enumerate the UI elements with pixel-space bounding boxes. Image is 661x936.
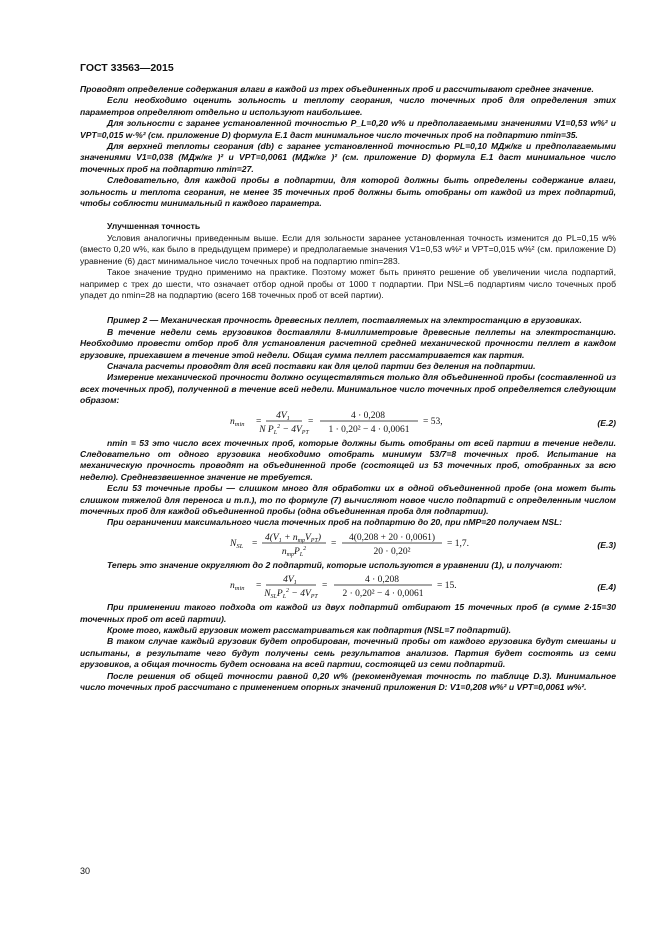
eq-result: = 1,7. bbox=[447, 538, 469, 549]
page-number: 30 bbox=[80, 866, 91, 876]
paragraph: Такое значение трудно применимо на практике. Поэтому может быть принято решение об увеличении числа подпартий, например с трех до шести, что означает отбор одной пробы от 1000 т подпартии. При NSL=6 подпартиям число точечных проб упадет до nmin=28 на подпартию (всего 168 точечных проб от всей партии). bbox=[80, 267, 616, 300]
paragraph: Пример 2 — Механическая прочность древесных пеллет, поставляемых на электростанцию в грузовиках. bbox=[107, 315, 582, 326]
svg-text:=: = bbox=[308, 416, 314, 427]
eq-denominator-symbolic: $N_{SL}P_L^2 - 4V_{PT}$ bbox=[264, 588, 318, 601]
paragraph: В течение недели семь грузовиков доставляли 8-миллиметровые древесные пеллеты на электростанцию. Необходимо провести отбор проб для установления расчетной средней механической прочности пеллет в каждом грузовике, приехавшем в течение этой недели. Общая сумма пеллет рассматривается как партия. bbox=[80, 326, 616, 360]
paragraph: Измерение механической прочности должно осуществляться только для объединенной пробы (составленной из всех точечных проб), полученной в течение всей недели. Минимальное число точечных проб определяется следующим образом: bbox=[80, 372, 616, 406]
eq-lhs: $n_{min}$ bbox=[230, 416, 245, 428]
paragraph: Если необходимо оценить зольность и теплоту сгорания, число точечных проб для определения этих параметров определяют отдельно и используют наибольшее. bbox=[80, 95, 616, 117]
eq-numerator-symbolic: $4(V_1 + n_{mp}V_{PT})$ bbox=[265, 532, 321, 544]
eq-denominator-symbolic: $n_{mp}P_L^2$ bbox=[281, 545, 307, 558]
paragraph: Для зольности с заранее установленной точностью P_L=0,20 w% и предполагаемыми значениями V1=0,53 w%² и VPT=0,015 w·%² (см. приложение D) формула Е.1 даст минимальное число точечных проб на подпартию nmin=35. bbox=[80, 118, 616, 140]
svg-text:=: = bbox=[322, 581, 328, 592]
equation-e2-formula bbox=[230, 409, 530, 435]
document-header: ГОСТ 33563—2015 bbox=[80, 62, 174, 74]
paragraph: Следовательно, для каждой пробы в подпартии, для которой должны быть определены содержание влаги, зольность и теплота сгорания, не менее 35 точечных проб должны быть отобраны от каждой из трех подпартий, чтобы соблюсти минимальный n каждого параметра. bbox=[80, 175, 616, 209]
equation-e2 bbox=[80, 409, 616, 435]
eq-denominator-symbolic: N $P_L^2 - 4V_{PT}$ bbox=[259, 423, 309, 436]
page-body bbox=[80, 84, 616, 693]
eq-numerator-symbolic: $4V_1$ bbox=[276, 410, 290, 422]
equation-number: (Е.3) bbox=[597, 539, 616, 550]
paragraph: После решения об общей точности равной 0,20 w% (рекомендуемая точность по таблице D.3). Минимальное число точечных проб рассчитано с применением опорных значений приложения D: V1=0,208 w%² и VPT=0,0061 w%². bbox=[80, 670, 616, 693]
paragraph: Если 53 точечные пробы — слишком много для обработки их в одной объединенной пробе (она может быть слишком тяжелой для переноса и т.п.), то по формуле (7) вычисляют новое число подпартий с определенным числом точечных проб для каждой объединенной пробы (одна объединенная проба для подпартии). bbox=[80, 483, 616, 516]
paragraph: Условия аналогичны приведенным выше. Если для зольности заранее установленная точность изменится до PL=0,15 w% (вместо 0,20 w%, как было в предыдущем примере) и предполагаемые значения V1=0,53 w%² и VPT=0,015 w%² (см. приложение D) уравнение (6) даст минимальное число точечных проб на подпартию nmin=283. bbox=[80, 232, 616, 266]
paragraph: Для верхней теплоты сгорания (db) с заранее установленной точностью PL=0,10 МДж/кг и предполагаемыми значениями V1=0,038 (МДж/кг )² и VPT=0,0061 (МДж/кг )² (см. приложение D) формула Е.1 даст минимальное число точечных проб на подпартию nmin=27. bbox=[80, 141, 616, 174]
paragraph: В таком случае каждый грузовик будет опробирован, точечный пробы от каждого грузовика будут смешаны и испытаны, в результате чего будут получены семь результатов анализов. Партия будет состоять из семи грузовиков, а общая точность будет основана на всей партии, состоящей из семи подпартий. bbox=[80, 636, 616, 670]
eq-denominator: 1 · 0,20² − 4 · 0,0061 bbox=[328, 424, 410, 435]
eq-result: = 53, bbox=[423, 416, 443, 427]
equation-e3 bbox=[80, 531, 616, 557]
eq-lhs: $n_{min}$ bbox=[230, 581, 245, 593]
svg-text:=: = bbox=[256, 581, 262, 592]
eq-numerator-symbolic: $4V_1$ bbox=[283, 575, 297, 587]
equation-e4-formula bbox=[230, 573, 530, 599]
eq-numerator: 4(0,208 + 20 · 0,0061) bbox=[348, 532, 436, 543]
paragraph: При применении такого подхода от каждой из двух подпартий отбирают 15 точечных проб (в сумме 2·15=30 точечных проб от всей партии). bbox=[80, 602, 616, 624]
paragraph: Сначала расчеты проводят для всей поставки как для целой партии без деления на подпартии. bbox=[107, 360, 536, 371]
paragraph: При ограничении максимального числа точечных проб на подпартию до 20, при nMP=20 получаем NSL: bbox=[107, 517, 563, 528]
svg-text:=: = bbox=[252, 538, 258, 549]
paragraph: nmin = 53 это число всех точечных проб, которые должны быть отобраны от всей партии в течение недели. Следовательно от одного грузовика необходимо отобрать минимум 53/7=8 точечных проб. Испытание на механическую прочность проводят на объединенной пробе (состоящей из 53 точечных проб, отобранных за всю неделю). Средневзвешенное значение не требуется. bbox=[80, 437, 616, 482]
eq-denominator: 2 · 0,20² − 4 · 0,0061 bbox=[342, 589, 424, 600]
section-subtitle: Улучшенная точность bbox=[107, 221, 201, 232]
svg-text:=: = bbox=[331, 538, 337, 549]
eq-numerator: 4 · 0,208 bbox=[350, 410, 386, 421]
equation-e4 bbox=[80, 573, 616, 599]
paragraph: Проводят определение содержания влаги в каждой из трех объединенных проб и рассчитывают среднее значение. bbox=[80, 84, 594, 94]
eq-lhs: $N_{SL}$ bbox=[230, 538, 244, 550]
eq-result: = 15. bbox=[437, 581, 457, 592]
eq-numerator: 4 · 0,208 bbox=[364, 575, 400, 586]
paragraph: Кроме того, каждый грузовик может рассматриваться как подпартия (NSL=7 подпартий). bbox=[107, 625, 511, 636]
equation-number: (Е.4) bbox=[597, 582, 616, 593]
equation-number: (Е.2) bbox=[597, 417, 616, 428]
eq-denominator: 20 · 0,20² bbox=[373, 546, 411, 557]
svg-text:=: = bbox=[256, 416, 262, 427]
paragraph: Теперь это значение округляют до 2 подпартий, которые используются в уравнении (1), и получают: bbox=[107, 559, 563, 570]
equation-e3-formula bbox=[230, 531, 530, 557]
